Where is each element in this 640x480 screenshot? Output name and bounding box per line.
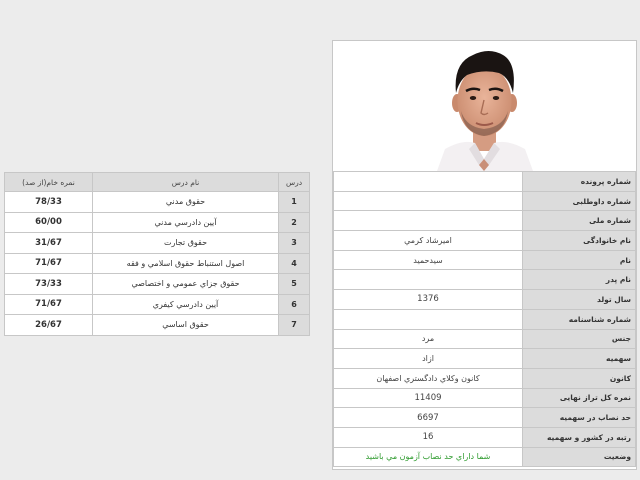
course-score: 71/67	[5, 294, 93, 315]
field-label: وضعیت	[523, 447, 636, 467]
field-value	[334, 211, 523, 231]
info-row	[334, 231, 636, 251]
info-row	[334, 329, 636, 349]
field-label: سال تولد	[523, 290, 636, 310]
field-value: مرد	[334, 329, 523, 349]
info-row	[334, 191, 636, 211]
course-name: حقوق تجارت	[93, 233, 279, 254]
table-row	[5, 315, 310, 336]
field-value: اميرشاد كرمي	[334, 231, 523, 251]
field-value: سيدحميد	[334, 250, 523, 270]
field-label: نام	[523, 250, 636, 270]
header-course-number: درس	[279, 173, 310, 192]
field-value: 1376	[334, 290, 523, 310]
table-row	[5, 192, 310, 213]
info-row	[334, 250, 636, 270]
course-score: 73/33	[5, 274, 93, 295]
course-name: حقوق مدني	[93, 192, 279, 213]
info-row	[334, 211, 636, 231]
field-value	[334, 172, 523, 192]
table-row	[5, 212, 310, 233]
table-row	[5, 274, 310, 295]
scores-header-row	[5, 173, 310, 192]
course-number: 1	[279, 192, 310, 213]
photo-frame	[333, 41, 636, 172]
applicant-info-table	[333, 171, 636, 467]
table-row	[5, 294, 310, 315]
field-label: شماره پرونده	[523, 172, 636, 192]
course-number: 6	[279, 294, 310, 315]
course-name: آيين دادرسي مدني	[93, 212, 279, 233]
course-score: 71/67	[5, 253, 93, 274]
course-number: 4	[279, 253, 310, 274]
field-label: کانون	[523, 368, 636, 388]
course-name: آيين دادرسي كيفري	[93, 294, 279, 315]
field-value	[334, 191, 523, 211]
info-row	[334, 349, 636, 369]
field-value	[334, 270, 523, 290]
info-row	[334, 368, 636, 388]
info-row	[334, 172, 636, 192]
field-value: كانون وكلاي دادگستري اصفهان	[334, 368, 523, 388]
course-score: 26/67	[5, 315, 93, 336]
field-value: ازاد	[334, 349, 523, 369]
field-label: شماره ملی	[523, 211, 636, 231]
header-raw-score: نمره خام(از صد)	[5, 173, 93, 192]
table-row	[5, 233, 310, 254]
field-label: شماره شناسنامه	[523, 309, 636, 329]
course-number: 2	[279, 212, 310, 233]
field-value: 11409	[334, 388, 523, 408]
field-label: نام پدر	[523, 270, 636, 290]
course-name: اصول استنباط حقوق اسلامي و فقه	[93, 253, 279, 274]
info-row	[334, 290, 636, 310]
info-row	[334, 388, 636, 408]
field-value	[334, 309, 523, 329]
info-row	[334, 408, 636, 428]
course-score: 60/00	[5, 212, 93, 233]
info-row	[334, 447, 636, 467]
field-label: نام خانوادگی	[523, 231, 636, 251]
applicant-info-panel	[332, 40, 637, 470]
table-row	[5, 253, 310, 274]
field-value: 16	[334, 427, 523, 447]
applicant-photo	[333, 41, 636, 171]
info-row	[334, 309, 636, 329]
course-name: حقوق جزاي عمومي و اختصاصي	[93, 274, 279, 295]
field-label: سهمیه	[523, 349, 636, 369]
course-score: 31/67	[5, 233, 93, 254]
field-label: جنس	[523, 329, 636, 349]
course-number: 5	[279, 274, 310, 295]
field-label: شماره داوطلبی	[523, 191, 636, 211]
status-message: شما داراي حد نصاب آزمون مي باشيد	[334, 447, 523, 467]
course-number: 3	[279, 233, 310, 254]
field-value: 6697	[334, 408, 523, 428]
info-row	[334, 270, 636, 290]
field-label: رتبه در کشور و سهمیه	[523, 427, 636, 447]
course-number: 7	[279, 315, 310, 336]
field-label: نمره کل تراز نهایی	[523, 388, 636, 408]
field-label: حد نصاب در سهمیه	[523, 408, 636, 428]
header-course-name: نام درس	[93, 173, 279, 192]
course-score: 78/33	[5, 192, 93, 213]
info-row	[334, 427, 636, 447]
scores-table	[4, 172, 310, 336]
course-name: حقوق اساسي	[93, 315, 279, 336]
